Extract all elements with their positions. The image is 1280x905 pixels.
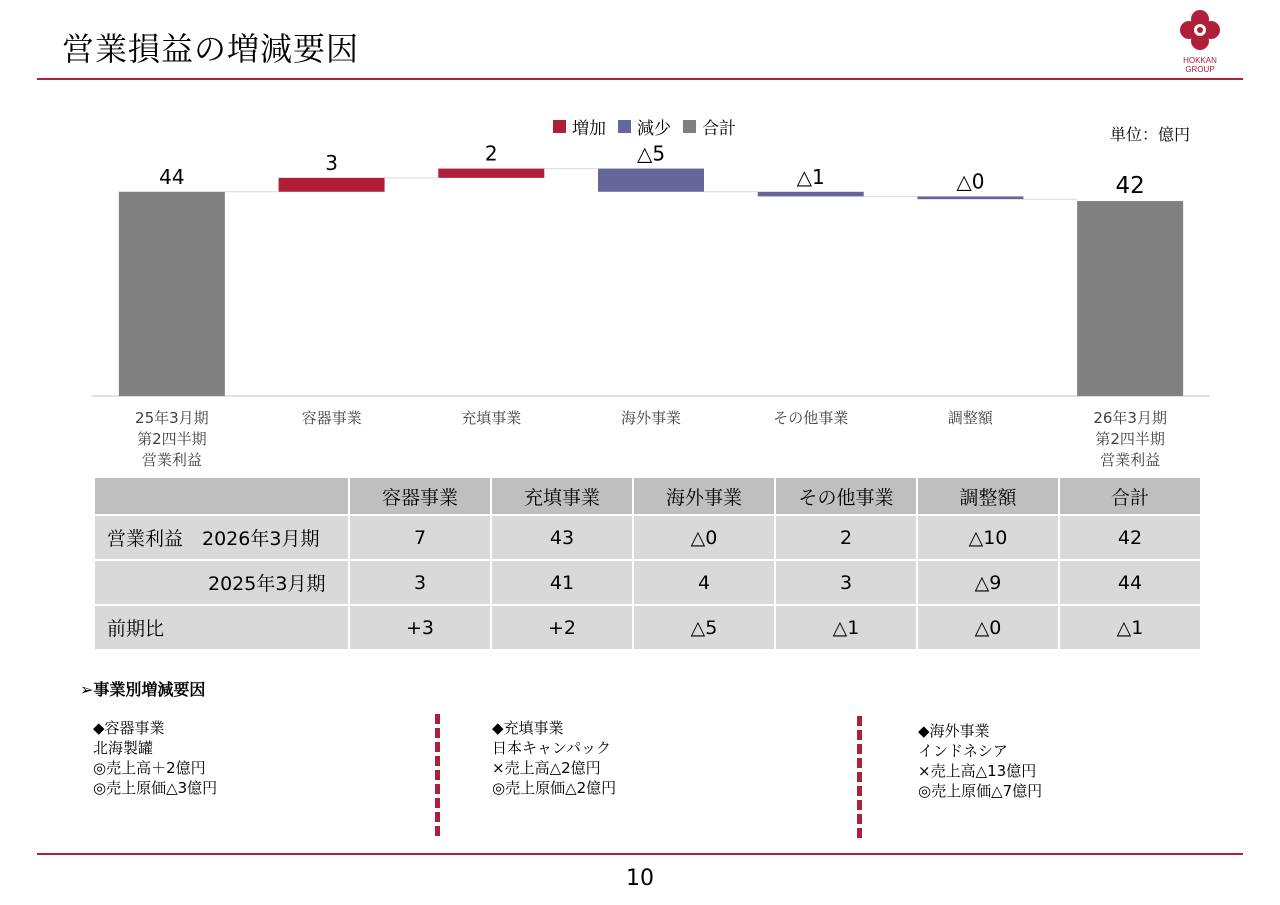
factor-block-filling xyxy=(492,718,616,798)
factor-line: ◎売上原価△7億円 xyxy=(918,782,1043,800)
factor-block-container xyxy=(93,718,217,798)
table-cell: +2 xyxy=(491,605,633,650)
logo-text-line1: HOKKAN xyxy=(1183,56,1217,65)
table-header-cell: 海外事業 xyxy=(633,477,775,515)
data-label: 2 xyxy=(484,141,498,166)
table-cell: △10 xyxy=(917,515,1059,560)
unit-label: 単位：億円 xyxy=(1110,125,1191,144)
profit-table xyxy=(93,476,1202,651)
factor-line: ×売上高△13億円 xyxy=(918,762,1037,780)
category-label: 第2四半期 xyxy=(1095,430,1165,448)
table-header-cell: その他事業 xyxy=(775,477,917,515)
category-label: 営業利益 xyxy=(141,451,202,469)
table-header-cell: 合計 xyxy=(1059,477,1201,515)
factor-line: 日本キャンパック xyxy=(492,739,611,757)
factor-line: ×売上高△2億円 xyxy=(492,759,601,777)
waterfall-bar xyxy=(1077,201,1183,396)
category-label: 容器事業 xyxy=(301,409,362,427)
table-header-cell: 充填事業 xyxy=(491,477,633,515)
row-label: 営業利益 2026年3月期 xyxy=(94,515,349,560)
data-label: △5 xyxy=(636,141,666,166)
table-header-cell: 容器事業 xyxy=(349,477,491,515)
factor-line: ◆容器事業 xyxy=(93,719,165,737)
footer-rule xyxy=(37,853,1243,855)
table-cell: 44 xyxy=(1059,560,1201,605)
divider-dashed xyxy=(857,716,862,838)
row-label: 前期比 xyxy=(94,605,349,650)
table-cell: 7 xyxy=(349,515,491,560)
table-cell: 43 xyxy=(491,515,633,560)
factor-line: 北海製罐 xyxy=(93,739,154,757)
category-label: 営業利益 xyxy=(1100,451,1161,469)
data-label: 42 xyxy=(1115,173,1145,200)
category-label: 26年3月期 xyxy=(1093,409,1167,427)
factor-line: ◎売上原価△2億円 xyxy=(492,779,617,797)
table-cell: 41 xyxy=(491,560,633,605)
table-cell: +3 xyxy=(349,605,491,650)
data-label: △0 xyxy=(956,169,985,194)
table-row xyxy=(94,515,1201,560)
legend-label-total: 合計 xyxy=(702,119,736,139)
factors-heading: ➢事業別増減要因 xyxy=(80,680,206,699)
table-header-cell: 調整額 xyxy=(917,477,1059,515)
logo-text-line2: GROUP xyxy=(1185,65,1215,74)
category-label: その他事業 xyxy=(773,409,849,427)
waterfall-bar xyxy=(119,192,225,396)
page-title: 営業損益の増減要因 xyxy=(62,30,360,68)
table-cell: △0 xyxy=(917,605,1059,650)
table-cell: 2 xyxy=(775,515,917,560)
category-label: 調整額 xyxy=(947,409,993,427)
factor-line: インドネシア xyxy=(918,742,1008,760)
legend-label-decrease: 減少 xyxy=(637,119,671,139)
table-cell: △1 xyxy=(775,605,917,650)
table-cell: 3 xyxy=(349,560,491,605)
table-cell: △1 xyxy=(1059,605,1201,650)
table-row xyxy=(94,605,1201,650)
waterfall-bar xyxy=(438,169,544,178)
factor-block-overseas xyxy=(918,721,1042,801)
factor-line: ◆充填事業 xyxy=(492,719,564,737)
table-cell: 3 xyxy=(775,560,917,605)
table-cell: △0 xyxy=(633,515,775,560)
factor-line: ◎売上原価△3億円 xyxy=(93,779,218,797)
page-number: 10 xyxy=(626,866,654,891)
factor-line: ◎売上高＋2億円 xyxy=(93,759,206,777)
category-label: 充填事業 xyxy=(461,409,522,427)
data-label: 44 xyxy=(159,164,185,189)
table-header-row xyxy=(94,477,1201,515)
data-label: 3 xyxy=(325,150,338,175)
waterfall-bar xyxy=(279,178,385,192)
waterfall-bar xyxy=(758,192,864,197)
legend-label-increase: 増加 xyxy=(572,119,606,139)
category-label: 25年3月期 xyxy=(135,409,209,427)
category-label: 海外事業 xyxy=(620,409,682,427)
data-label: △1 xyxy=(796,164,825,189)
factor-line: ◆海外事業 xyxy=(918,722,990,740)
table-cell: 42 xyxy=(1059,515,1201,560)
waterfall-bar xyxy=(598,169,704,192)
table-header-cell xyxy=(94,477,349,515)
row-label: 2025年3月期 xyxy=(94,560,349,605)
table-row xyxy=(94,560,1201,605)
waterfall-bar xyxy=(917,196,1023,199)
table-cell: 4 xyxy=(633,560,775,605)
divider-dashed xyxy=(435,714,440,836)
category-label: 第2四半期 xyxy=(137,430,207,448)
table-cell: △9 xyxy=(917,560,1059,605)
table-cell: △5 xyxy=(633,605,775,650)
